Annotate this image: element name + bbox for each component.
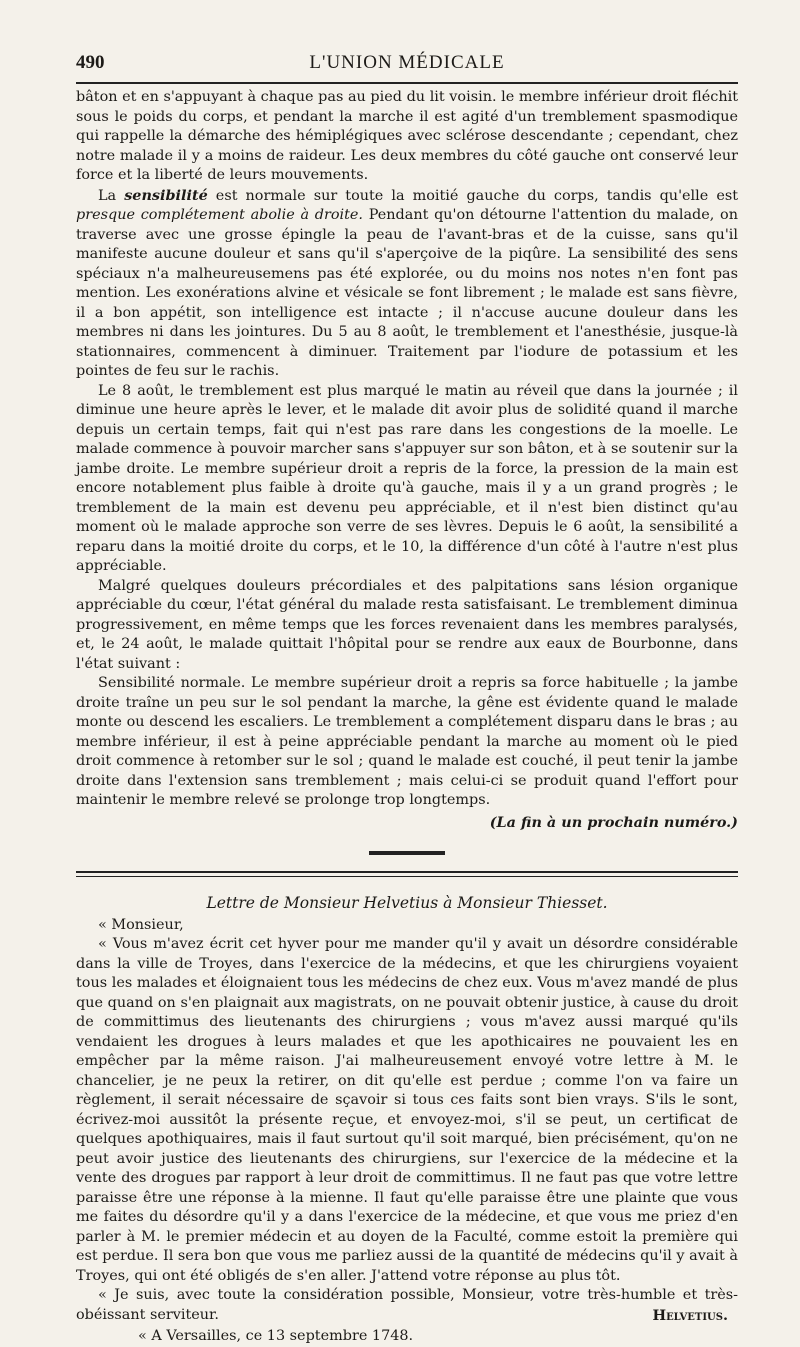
page-number: 490: [76, 52, 105, 73]
paragraph-text: Pendant qu'on détourne l'attention du malade, on traverse avec une grosse épingle la peau de l'avant-bras et de la cuisse, sans qu'il manifeste aucune douleur et sans qu'il s'aperçoive de la piqûre. La sensibilité des sens spéciaux n'a malheureusemens pas été explorée, ou du moins nos notes n'en font pas mention. Les exonérations alvine et vésicale se font librement ; le malade est sans fièvre, il a bon appétit, son intelligence est intacte ; il n'accuse aucune douleur dans les membres ni dans les jointures. Du 5 au 8 août, le tremblement et l'anesthésie, jusque-là stationnaires, commencent à diminuer. Traitement par l'iodure de potassium et les pointes de feu sur le rachis.: [76, 207, 738, 379]
section-separator: [369, 851, 445, 855]
article-paragraph: bâton et en s'appuyant à chaque pas au pied du lit voisin. le membre inférieur droit fléchit sous le poids du corps, et pendant la marche il est agité d'un tremblement spasmodique qui rappelle la démarche des hémiplégiques avec sclérose descendante ; cependant, chez notre malade il y a moins de raideur. Les deux membres du côté gauche ont conservé leur force et la liberté de leurs mouvements.: [76, 89, 738, 183]
page-header: [76, 52, 738, 80]
page: [76, 52, 738, 1347]
emphasized-term: sensibilité: [124, 186, 208, 204]
paragraph-lead: La: [98, 187, 117, 204]
letter-salutation: « Monsieur,: [98, 916, 184, 933]
article-paragraph: [76, 186, 738, 382]
article-paragraph: Sensibilité normale. Le membre supérieur droit a repris sa force habituelle ; la jambe droite traîne un peu sur le sol pendant la marche, la gêne est évidente quand le malade monte ou descend les escaliers. Le tremblement a complétement disparu dans le bras ; au membre inférieur, il est à peine appréciable pendant la marche au moment où le pied droit commence à retomber sur le sol ; quand le malade est couché, il peut tenir la jambe droite dans l'extension sans tremblement ; mais celui-ci se produit quand l'effort pour maintenir le membre relevé se prolonge trop longtemps.: [76, 675, 738, 808]
letter-signature: Helvetius.: [652, 1307, 728, 1324]
letter-body: [76, 916, 738, 1326]
letter-dateline: « A Versailles, ce 13 septembre 1748.: [138, 1328, 414, 1344]
paragraph-text: est normale sur toute la moitié gauche du corps, tandis qu'elle est: [215, 187, 738, 204]
continued-note: (La fin à un prochain numéro.): [489, 813, 738, 831]
article-paragraph: Malgré quelques douleurs précordiales et des palpitations sans lésion organique appréciable du cœur, l'état général du malade resta satisfaisant. Le tremblement diminua progressivement, en même temps que les forces revenaient dans les membres paralysés, et, le 24 août, le malade quittait l'hôpital pour se rendre aux eaux de Bourbonne, dans l'état suivant :: [76, 577, 738, 672]
running-head: L'UNION MÉDICALE: [309, 52, 505, 73]
letter-closing: « Je suis, avec toute la considération possible, Monsieur, votre très-humble et très-obéissant serviteur.: [76, 1287, 738, 1323]
article-body: [76, 88, 738, 833]
header-rule: [76, 82, 738, 84]
emphasized-phrase: presque complétement abolie à droite.: [76, 207, 363, 223]
letter-paragraph: « Vous m'avez écrit cet hyver pour me mander qu'il y avait un désordre considérable dans la ville de Troyes, dans l'exercice de la médecins, et que les chirurgiens voyaient tous les malades et éloignaient tous les médecins de chez eux. Vous m'avez mandé de plus que quand on s'en plaignait aux magistrats, on ne pouvait obtenir justice, à cause du droit de committimus des lieutenants des chirurgiens ; vous m'avez aussi marqué qu'ils vendaient les drogues à leurs malades et que les apothicaires ne pouvaient les en empêcher par la même raison. J'ai malheureusement envoyé votre lettre à M. le chancelier, je ne peux la retirer, on dit qu'elle est perdue ; comme l'on va faire un règlement, il serait nécessaire de sçavoir si tous ces faits sont bien vrays. S'ils le sont, écrivez-moi aussitôt la présente reçue, et envoyez-moi, s'il se peut, un certificat de quelques apothiquaires, mais il faut surtout qu'il soit marqué, bien précisément, qu'on ne peut avoir justice des lieutenants des chirurgiens, sur l'exercice de la médecine et la vente des drogues par rapport à leur droit de committimus. Il ne faut pas que votre lettre paraisse être une réponse à la mienne. Il faut qu'elle paraisse être une plainte que vous me faites du désordre qu'il y a dans l'exercice de la médecine, et que vous me priez d'en parler à M. le premier médecin et au doyen de la Faculté, comme estoit la première qui est perdue. Il sera bon que vous me parliez aussi de la quantité de médecins qu'il y avait à Troyes, qui ont été obligés de s'en aller. J'attend votre réponse au plus tôt.: [76, 936, 738, 1284]
letter-title: Lettre de Monsieur Helvetius à Monsieur Thiesset.: [206, 893, 608, 912]
article-paragraph: Le 8 août, le tremblement est plus marqué le matin au réveil que dans la journée ; il diminue une heure après le lever, et le malade dit avoir plus de solidité quand il marche depuis un certain temps, fait qui n'est pas rare dans les congestions de la moelle. Le malade commence à pouvoir marcher sans s'appuyer sur son bâton, et à se soutenir sur la jambe droite. Le membre supérieur droit a repris de la force, la pression de la main est encore notablement plus faible à droite qu'à gauche, mais il y a un grand progrès ; le tremblement de la main est devenu peu appréciable, et il n'est bien distinct qu'au moment où le malade approche son verre de ses lèvres. Depuis le 6 août, la sensibilité a reparu dans la moitié droite du corps, et le 10, la différence d'un côté à l'autre n'est plus appréciable.: [76, 382, 738, 574]
double-rule: [76, 871, 738, 877]
